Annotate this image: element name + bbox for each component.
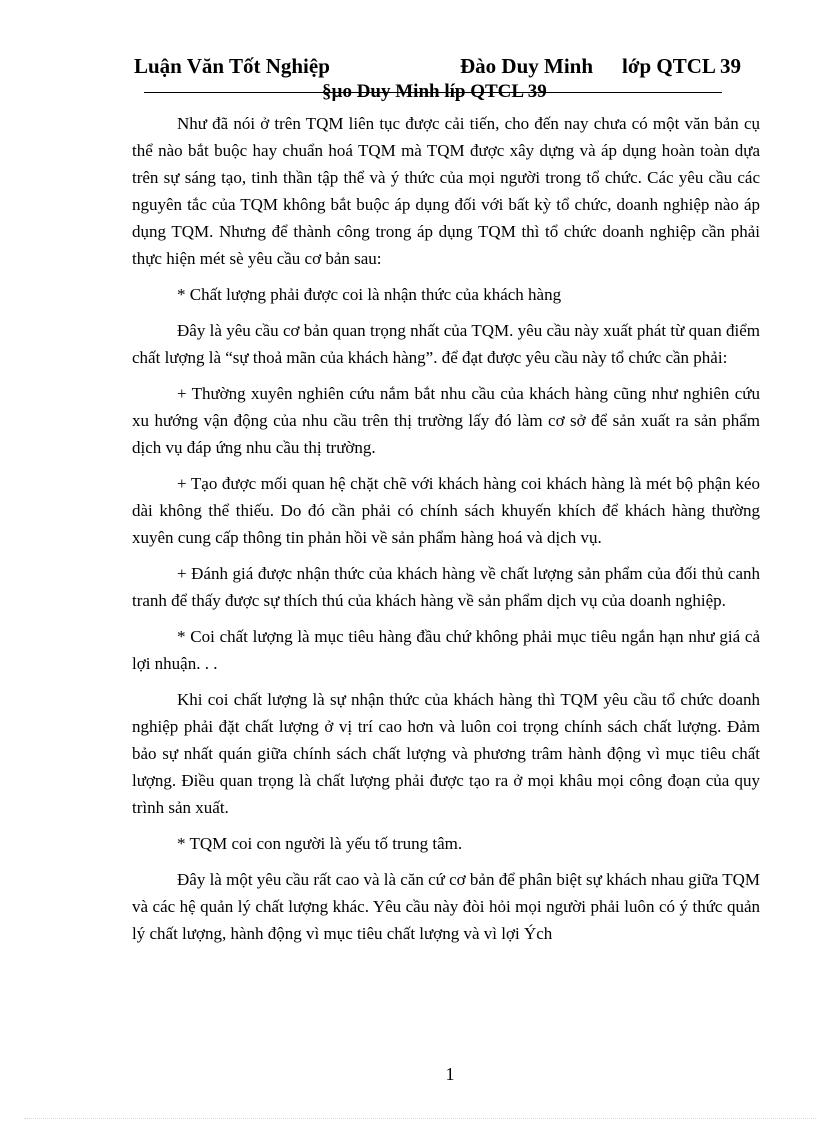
document-body [132,110,760,956]
paragraph-requirement-1: * Chất lượng phải được coi là nhận thức của khách hàng [177,285,562,304]
paragraph-bullet-research: + Thường xuyên nghiên cứu nắm bắt nhu cầu của khách hàng cũng như nghiên cứu xu hướng vận động của nhu cầu trên thị trường lấy đó làm cơ sở để sản xuất ra sản phẩm dịch vụ đáp ứng nhu cầu thị trường. [132,384,760,457]
paragraph-requirement-2-detail: Khi coi chất lượng là sự nhận thức của khách hàng thì TQM yêu cầu tổ chức doanh nghiệp phải đặt chất lượng ở vị trí cao hơn và luôn coi trọng chính sách chất lượng. Đảm bảo sự nhất quán giữa chính sách chất lượng và phương trâm hành động vì mục tiêu chất lượng. Điều quan trọng là chất lượng phải được tạo ra ở mọi khâu mọi công đoạn của quy trình sản xuất. [132,690,760,817]
paragraph-requirement-1-detail: Đây là yêu cầu cơ bản quan trọng nhất của TQM. yêu cầu này xuất phát từ quan điểm chất lượng là “sự thoả mãn của khách hàng”. để đạt được yêu cầu này tổ chức cần phải: [132,321,760,367]
page-number: 1 [445,1064,455,1084]
paragraph-bullet-evaluation: + Đánh giá được nhận thức của khách hàng về chất lượng sản phẩm của đối thủ canh tranh để thấy được sự thích thú của khách hàng về sản phẩm dịch vụ của doanh nghiệp. [132,564,760,610]
paragraph-requirement-3: * TQM coi con người là yếu tố trung tâm. [177,834,463,853]
footer-dotted-rule [24,1118,816,1119]
page-header [134,52,754,80]
class-label: lớp QTCL 39 [622,54,741,78]
author-name: Đào Duy Minh [460,54,594,78]
paragraph-intro: Như đã nói ở trên TQM liên tục được cải tiến, cho đến nay chưa có một văn bản cụ thể nào bắt buộc hay chuẩn hoá TQM mà TQM được xây dựng và áp dụng hoàn toàn dựa trên sự sáng tạo, tinh thần tập thể và ý thức của mọi người trong tổ chức. Các yêu cầu các nguyên tắc của TQM không bắt buộc áp dụng đối với bất kỳ tổ chức, doanh nghiệp nào áp dụng TQM. Nhưng để thành công trong áp dụng TQM thì tổ chức doanh nghiệp cần phải thực hiện mét sè yêu cầu cơ bản sau: [132,114,760,268]
paragraph-bullet-relationship: + Tạo được mối quan hệ chặt chẽ với khách hàng coi khách hàng là mét bộ phận kéo dài không thể thiếu. Do đó cần phải có chính sách khuyến khích để khách hàng thường xuyên cung cấp thông tin phản hồi về sản phẩm hàng hoá và dịch vụ. [132,474,760,547]
header-ghost-text: §µo Duy Minh líp QTCL 39 [322,81,547,102]
header-ghost-line [144,80,722,104]
paragraph-requirement-2: * Coi chất lượng là mục tiêu hàng đầu chứ không phải mục tiêu ngắn hạn như giá cả lợi nhuận. . . [132,627,760,673]
document-title: Luận Văn Tốt Nghiệp [134,54,330,78]
paragraph-requirement-3-detail: Đây là một yêu cầu rất cao và là căn cứ cơ bản để phân biệt sự khách nhau giữa TQM và các hệ quản lý chất lượng khác. Yêu cầu này đòi hỏi mọi người phải luôn có ý thức quản lý chất lượng, hành động vì mục tiêu chất lượng và vì lợi Ých [132,870,760,943]
